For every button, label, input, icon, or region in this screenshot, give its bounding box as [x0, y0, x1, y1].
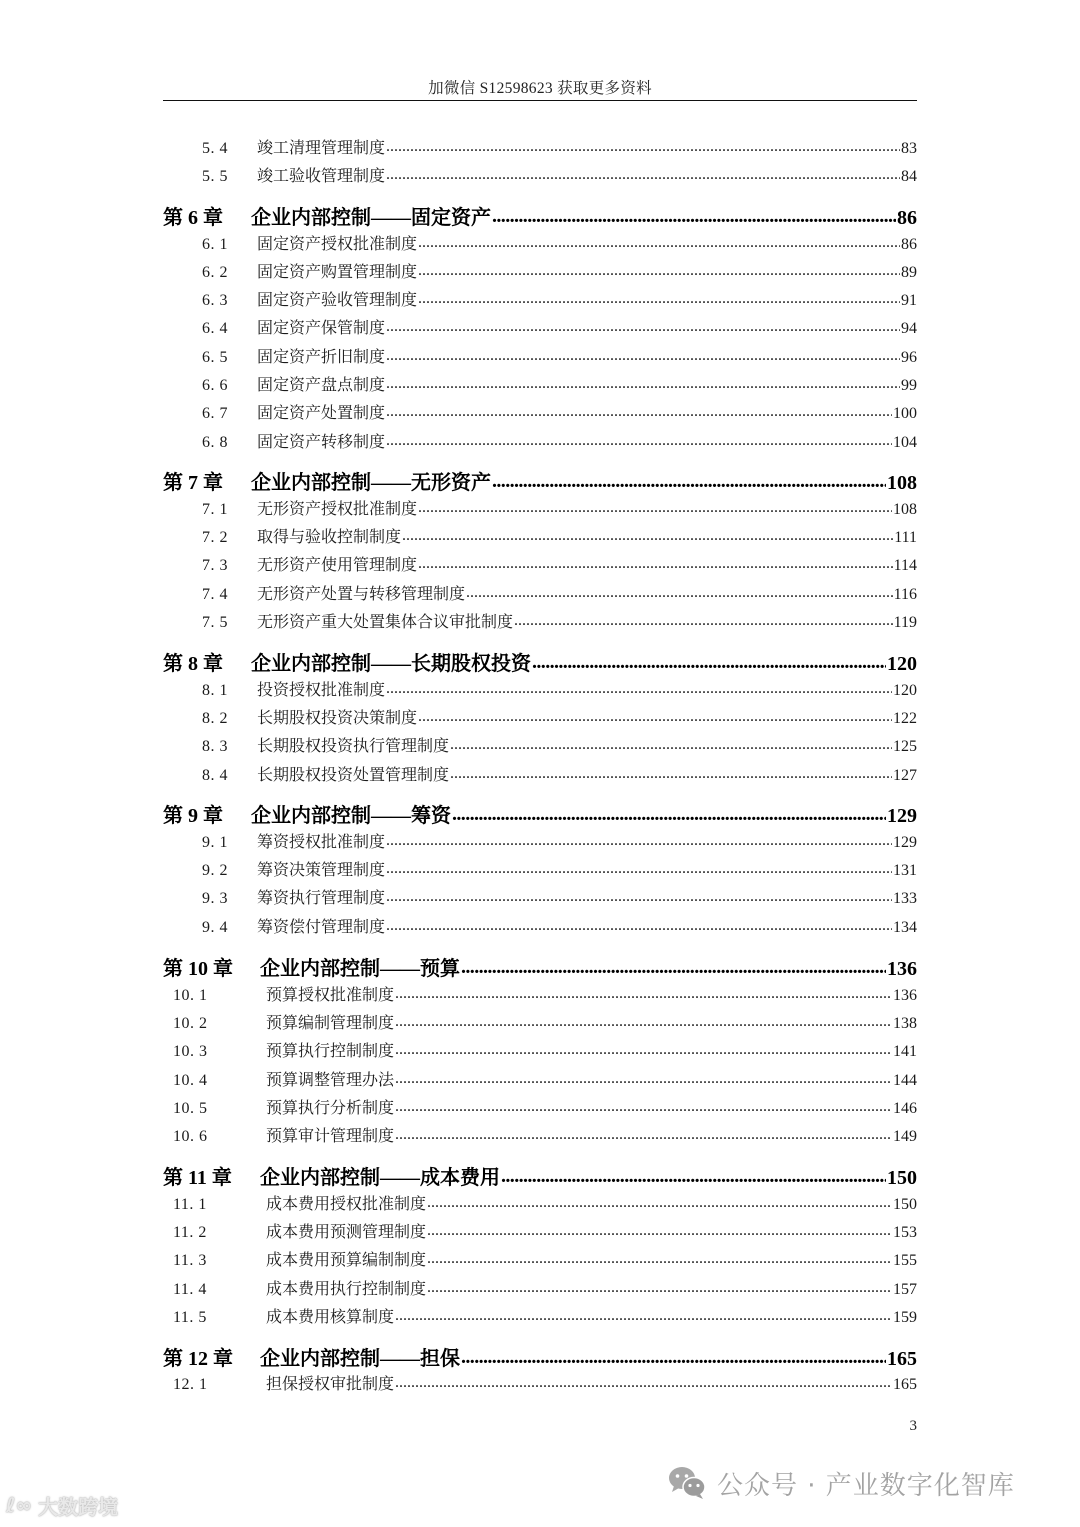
section-number: 8. 1 [202, 682, 228, 699]
chapter-number: 第 10 章 [163, 958, 233, 980]
section-number: 7. 3 [202, 557, 228, 574]
page-reference: 108 [893, 501, 917, 518]
toc-section-entry[interactable] [163, 524, 917, 546]
toc-section-entry[interactable] [163, 344, 917, 366]
section-number: 10. 4 [173, 1072, 208, 1089]
page-reference: 165 [887, 1348, 917, 1370]
dot-leader [532, 650, 886, 670]
section-title: 成本费用预测管理制度 [266, 1224, 427, 1241]
wechat-account-text: 公众号 · 产业数字化智库 [717, 1470, 1015, 1501]
page-reference: 86 [897, 207, 917, 229]
dot-leader [395, 1040, 892, 1056]
page-reference: 111 [894, 529, 917, 546]
section-number: 7. 2 [202, 529, 228, 546]
section-title: 竣工验收管理制度 [257, 168, 386, 185]
page-reference: 159 [893, 1309, 917, 1326]
wechat-icon [667, 1465, 707, 1501]
section-number: 10. 1 [173, 987, 208, 1004]
toc-section-entry[interactable] [163, 733, 917, 755]
toc-chapter-entry[interactable] [163, 952, 917, 978]
section-title: 成本费用核算制度 [266, 1309, 395, 1326]
section-number: 10. 6 [173, 1128, 208, 1145]
section-title: 无形资产使用管理制度 [257, 557, 418, 574]
toc-chapter-entry[interactable] [163, 466, 917, 492]
section-title: 筹资决策管理制度 [257, 862, 386, 879]
chapter-number: 第 7 章 [163, 472, 223, 494]
section-number: 10. 5 [173, 1100, 208, 1117]
toc-section-entry[interactable] [163, 1095, 917, 1117]
chapter-title: 企业内部控制——担保 [260, 1348, 460, 1370]
page-reference: 89 [901, 264, 917, 281]
page-reference: 136 [887, 958, 917, 980]
section-number: 10. 2 [173, 1015, 208, 1032]
dot-leader [395, 1012, 892, 1028]
chapter-number: 第 8 章 [163, 653, 223, 675]
toc-section-entry[interactable] [163, 1276, 917, 1298]
section-title: 成本费用授权批准制度 [266, 1196, 427, 1213]
toc-section-entry[interactable] [163, 914, 917, 936]
section-title: 筹资授权批准制度 [257, 834, 386, 851]
page-reference: 165 [893, 1376, 917, 1393]
page-reference: 146 [893, 1100, 917, 1117]
section-number: 5. 4 [202, 140, 228, 157]
section-title: 筹资偿付管理制度 [257, 919, 386, 936]
page-reference: 153 [893, 1224, 917, 1241]
toc-section-entry[interactable] [163, 135, 917, 157]
section-title: 预算授权批准制度 [266, 987, 395, 1004]
toc-section-entry[interactable] [163, 705, 917, 727]
toc-section-entry[interactable] [163, 231, 917, 253]
toc-section-entry[interactable] [163, 1219, 917, 1241]
dot-leader [461, 1345, 886, 1365]
dot-leader [427, 1221, 892, 1237]
dot-leader [450, 735, 892, 751]
toc-section-entry[interactable] [163, 762, 917, 784]
toc-section-entry[interactable] [163, 1067, 917, 1089]
dot-leader [395, 984, 892, 1000]
dot-leader [461, 955, 886, 975]
section-title: 取得与验收控制制度 [257, 529, 402, 546]
dot-leader [386, 402, 892, 418]
section-number: 8. 3 [202, 738, 228, 755]
page-reference: 84 [901, 168, 917, 185]
page-reference: 134 [893, 919, 917, 936]
chapter-title: 企业内部控制——成本费用 [260, 1167, 500, 1189]
section-number: 6. 6 [202, 377, 228, 394]
chapter-number: 第 11 章 [163, 1167, 232, 1189]
dot-leader [492, 204, 896, 224]
page-reference: 99 [901, 377, 917, 394]
page-reference: 129 [893, 834, 917, 851]
toc-section-entry[interactable] [163, 315, 917, 337]
toc-section-entry[interactable] [163, 609, 917, 631]
dot-leader [395, 1373, 892, 1389]
section-number: 11. 4 [173, 1281, 207, 1298]
section-title: 无形资产处置与转移管理制度 [257, 586, 466, 603]
section-number: 6. 5 [202, 349, 228, 366]
section-title: 预算执行分析制度 [266, 1100, 395, 1117]
dot-leader [386, 887, 892, 903]
dot-leader [395, 1069, 892, 1085]
toc-section-entry[interactable] [163, 400, 917, 422]
dot-leader [386, 346, 900, 362]
page-reference: 100 [893, 405, 917, 422]
dot-leader [386, 431, 892, 447]
dot-leader [418, 498, 892, 514]
page-reference: 114 [893, 557, 917, 574]
section-number: 9. 3 [202, 890, 228, 907]
page-number: 3 [909, 1418, 917, 1434]
section-title: 无形资产授权批准制度 [257, 501, 418, 518]
section-number: 11. 3 [173, 1252, 207, 1269]
dot-leader [450, 764, 892, 780]
section-number: 11. 5 [173, 1309, 207, 1326]
toc-section-entry[interactable] [163, 287, 917, 309]
page-reference: 129 [887, 805, 917, 827]
page-reference: 136 [893, 987, 917, 1004]
section-title: 长期股权投资决策制度 [257, 710, 418, 727]
section-number: 9. 1 [202, 834, 228, 851]
toc-section-entry[interactable] [163, 496, 917, 518]
page-reference: 120 [887, 653, 917, 675]
dot-leader [386, 679, 892, 695]
chapter-number: 第 6 章 [163, 207, 223, 229]
toc-section-entry[interactable] [163, 163, 917, 185]
toc-section-entry[interactable] [163, 677, 917, 699]
page-reference: 94 [901, 320, 917, 337]
section-number: 9. 4 [202, 919, 228, 936]
dot-leader [386, 374, 900, 390]
toc-section-entry[interactable] [163, 581, 917, 603]
page-reference: 131 [893, 862, 917, 879]
page-reference: 122 [893, 710, 917, 727]
page-reference: 127 [893, 767, 917, 784]
toc-section-entry[interactable] [163, 429, 917, 451]
section-number: 9. 2 [202, 862, 228, 879]
dot-leader [466, 583, 893, 599]
toc-section-entry[interactable] [163, 1010, 917, 1032]
dot-leader [395, 1125, 892, 1141]
section-title: 担保授权审批制度 [266, 1376, 395, 1393]
toc-section-entry[interactable] [163, 1371, 917, 1393]
dot-leader [395, 1097, 892, 1113]
toc-section-entry[interactable] [163, 1247, 917, 1269]
toc-section-entry[interactable] [163, 829, 917, 851]
section-number: 10. 3 [173, 1043, 208, 1060]
section-title: 长期股权投资处置管理制度 [257, 767, 450, 784]
page-reference: 155 [893, 1252, 917, 1269]
section-number: 6. 2 [202, 264, 228, 281]
toc-section-entry[interactable] [163, 372, 917, 394]
page-header-text: 加微信 S12598623 获取更多资料 [428, 80, 652, 97]
dot-leader [452, 802, 886, 822]
dot-leader [514, 611, 893, 627]
section-title: 成本费用执行控制制度 [266, 1281, 427, 1298]
section-title: 预算执行控制制度 [266, 1043, 395, 1060]
dot-leader [427, 1193, 892, 1209]
section-title: 固定资产处置制度 [257, 405, 386, 422]
chapter-number: 第 9 章 [163, 805, 223, 827]
toc-chapter-entry[interactable] [163, 1161, 917, 1187]
dot-leader [418, 261, 900, 277]
section-title: 无形资产重大处置集体合议审批制度 [257, 614, 514, 631]
dot-leader [418, 289, 900, 305]
section-title: 投资授权批准制度 [257, 682, 386, 699]
page-reference: 108 [887, 472, 917, 494]
page-reference: 96 [901, 349, 917, 366]
section-title: 固定资产盘点制度 [257, 377, 386, 394]
page-reference: 125 [893, 738, 917, 755]
section-title: 固定资产转移制度 [257, 434, 386, 451]
page-reference: 138 [893, 1015, 917, 1032]
toc-section-entry[interactable] [163, 1123, 917, 1145]
dot-leader [386, 916, 892, 932]
dot-leader [418, 554, 893, 570]
dot-leader [501, 1164, 886, 1184]
section-title: 固定资产保管制度 [257, 320, 386, 337]
toc-section-entry[interactable] [163, 552, 917, 574]
chapter-title: 企业内部控制——长期股权投资 [251, 653, 531, 675]
section-number: 11. 2 [173, 1224, 207, 1241]
section-title: 预算编制管理制度 [266, 1015, 395, 1032]
section-number: 6. 8 [202, 434, 228, 451]
chapter-title: 企业内部控制——预算 [260, 958, 460, 980]
toc-section-entry[interactable] [163, 857, 917, 879]
page-reference: 150 [887, 1167, 917, 1189]
toc-section-entry[interactable] [163, 1304, 917, 1326]
section-number: 8. 2 [202, 710, 228, 727]
page-reference: 91 [901, 292, 917, 309]
dot-leader [427, 1249, 892, 1265]
section-title: 固定资产验收管理制度 [257, 292, 418, 309]
section-title: 预算审计管理制度 [266, 1128, 395, 1145]
dot-leader [427, 1278, 892, 1294]
kuajing-logo-icon: ℓ∞ [6, 1493, 33, 1517]
section-number: 11. 1 [173, 1196, 207, 1213]
section-title: 固定资产折旧制度 [257, 349, 386, 366]
chapter-title: 企业内部控制——固定资产 [251, 207, 491, 229]
dot-leader [386, 137, 900, 153]
toc-section-entry[interactable] [163, 885, 917, 907]
section-title: 预算调整管理办法 [266, 1072, 395, 1089]
section-title: 竣工清理管理制度 [257, 140, 386, 157]
chapter-number: 第 12 章 [163, 1348, 233, 1370]
dot-leader [386, 317, 900, 333]
brand-watermark-text: 大数跨境 [38, 1494, 119, 1519]
toc-chapter-entry[interactable] [163, 799, 917, 825]
section-number: 7. 1 [202, 501, 228, 518]
page-reference: 157 [893, 1281, 917, 1298]
dot-leader [386, 165, 900, 181]
section-number: 6. 1 [202, 236, 228, 253]
page-reference: 120 [893, 682, 917, 699]
section-title: 成本费用预算编制制度 [266, 1252, 427, 1269]
dot-leader [386, 859, 892, 875]
toc-section-entry[interactable] [163, 1191, 917, 1213]
section-number: 6. 3 [202, 292, 228, 309]
brand-watermark [6, 1490, 118, 1520]
page-reference: 133 [893, 890, 917, 907]
page-reference: 119 [893, 614, 917, 631]
toc-chapter-entry[interactable] [163, 647, 917, 673]
page-reference: 116 [893, 586, 917, 603]
chapter-title: 企业内部控制——筹资 [251, 805, 451, 827]
section-number: 8. 4 [202, 767, 228, 784]
toc-section-entry[interactable] [163, 982, 917, 1004]
section-number: 6. 4 [202, 320, 228, 337]
dot-leader [492, 469, 886, 489]
section-number: 7. 4 [202, 586, 228, 603]
dot-leader [395, 1306, 892, 1322]
section-number: 6. 7 [202, 405, 228, 422]
page-reference: 149 [893, 1128, 917, 1145]
page-reference: 144 [893, 1072, 917, 1089]
header-divider [163, 100, 917, 101]
section-title: 筹资执行管理制度 [257, 890, 386, 907]
section-title: 长期股权投资执行管理制度 [257, 738, 450, 755]
wechat-account-watermark [667, 1463, 1015, 1503]
dot-leader [386, 831, 892, 847]
page-reference: 86 [901, 236, 917, 253]
toc-chapter-entry[interactable] [163, 201, 917, 227]
toc-chapter-entry[interactable] [163, 1342, 917, 1368]
chapter-title: 企业内部控制——无形资产 [251, 472, 491, 494]
section-title: 固定资产购置管理制度 [257, 264, 418, 281]
dot-leader [402, 526, 893, 542]
section-number: 7. 5 [202, 614, 228, 631]
dot-leader [418, 707, 892, 723]
toc-section-entry[interactable] [163, 1038, 917, 1060]
section-number: 12. 1 [173, 1376, 208, 1393]
page-reference: 83 [901, 140, 917, 157]
page-reference: 141 [893, 1043, 917, 1060]
section-title: 固定资产授权批准制度 [257, 236, 418, 253]
page-reference: 150 [893, 1196, 917, 1213]
dot-leader [418, 233, 900, 249]
section-number: 5. 5 [202, 168, 228, 185]
toc-section-entry[interactable] [163, 259, 917, 281]
page-reference: 104 [893, 434, 917, 451]
